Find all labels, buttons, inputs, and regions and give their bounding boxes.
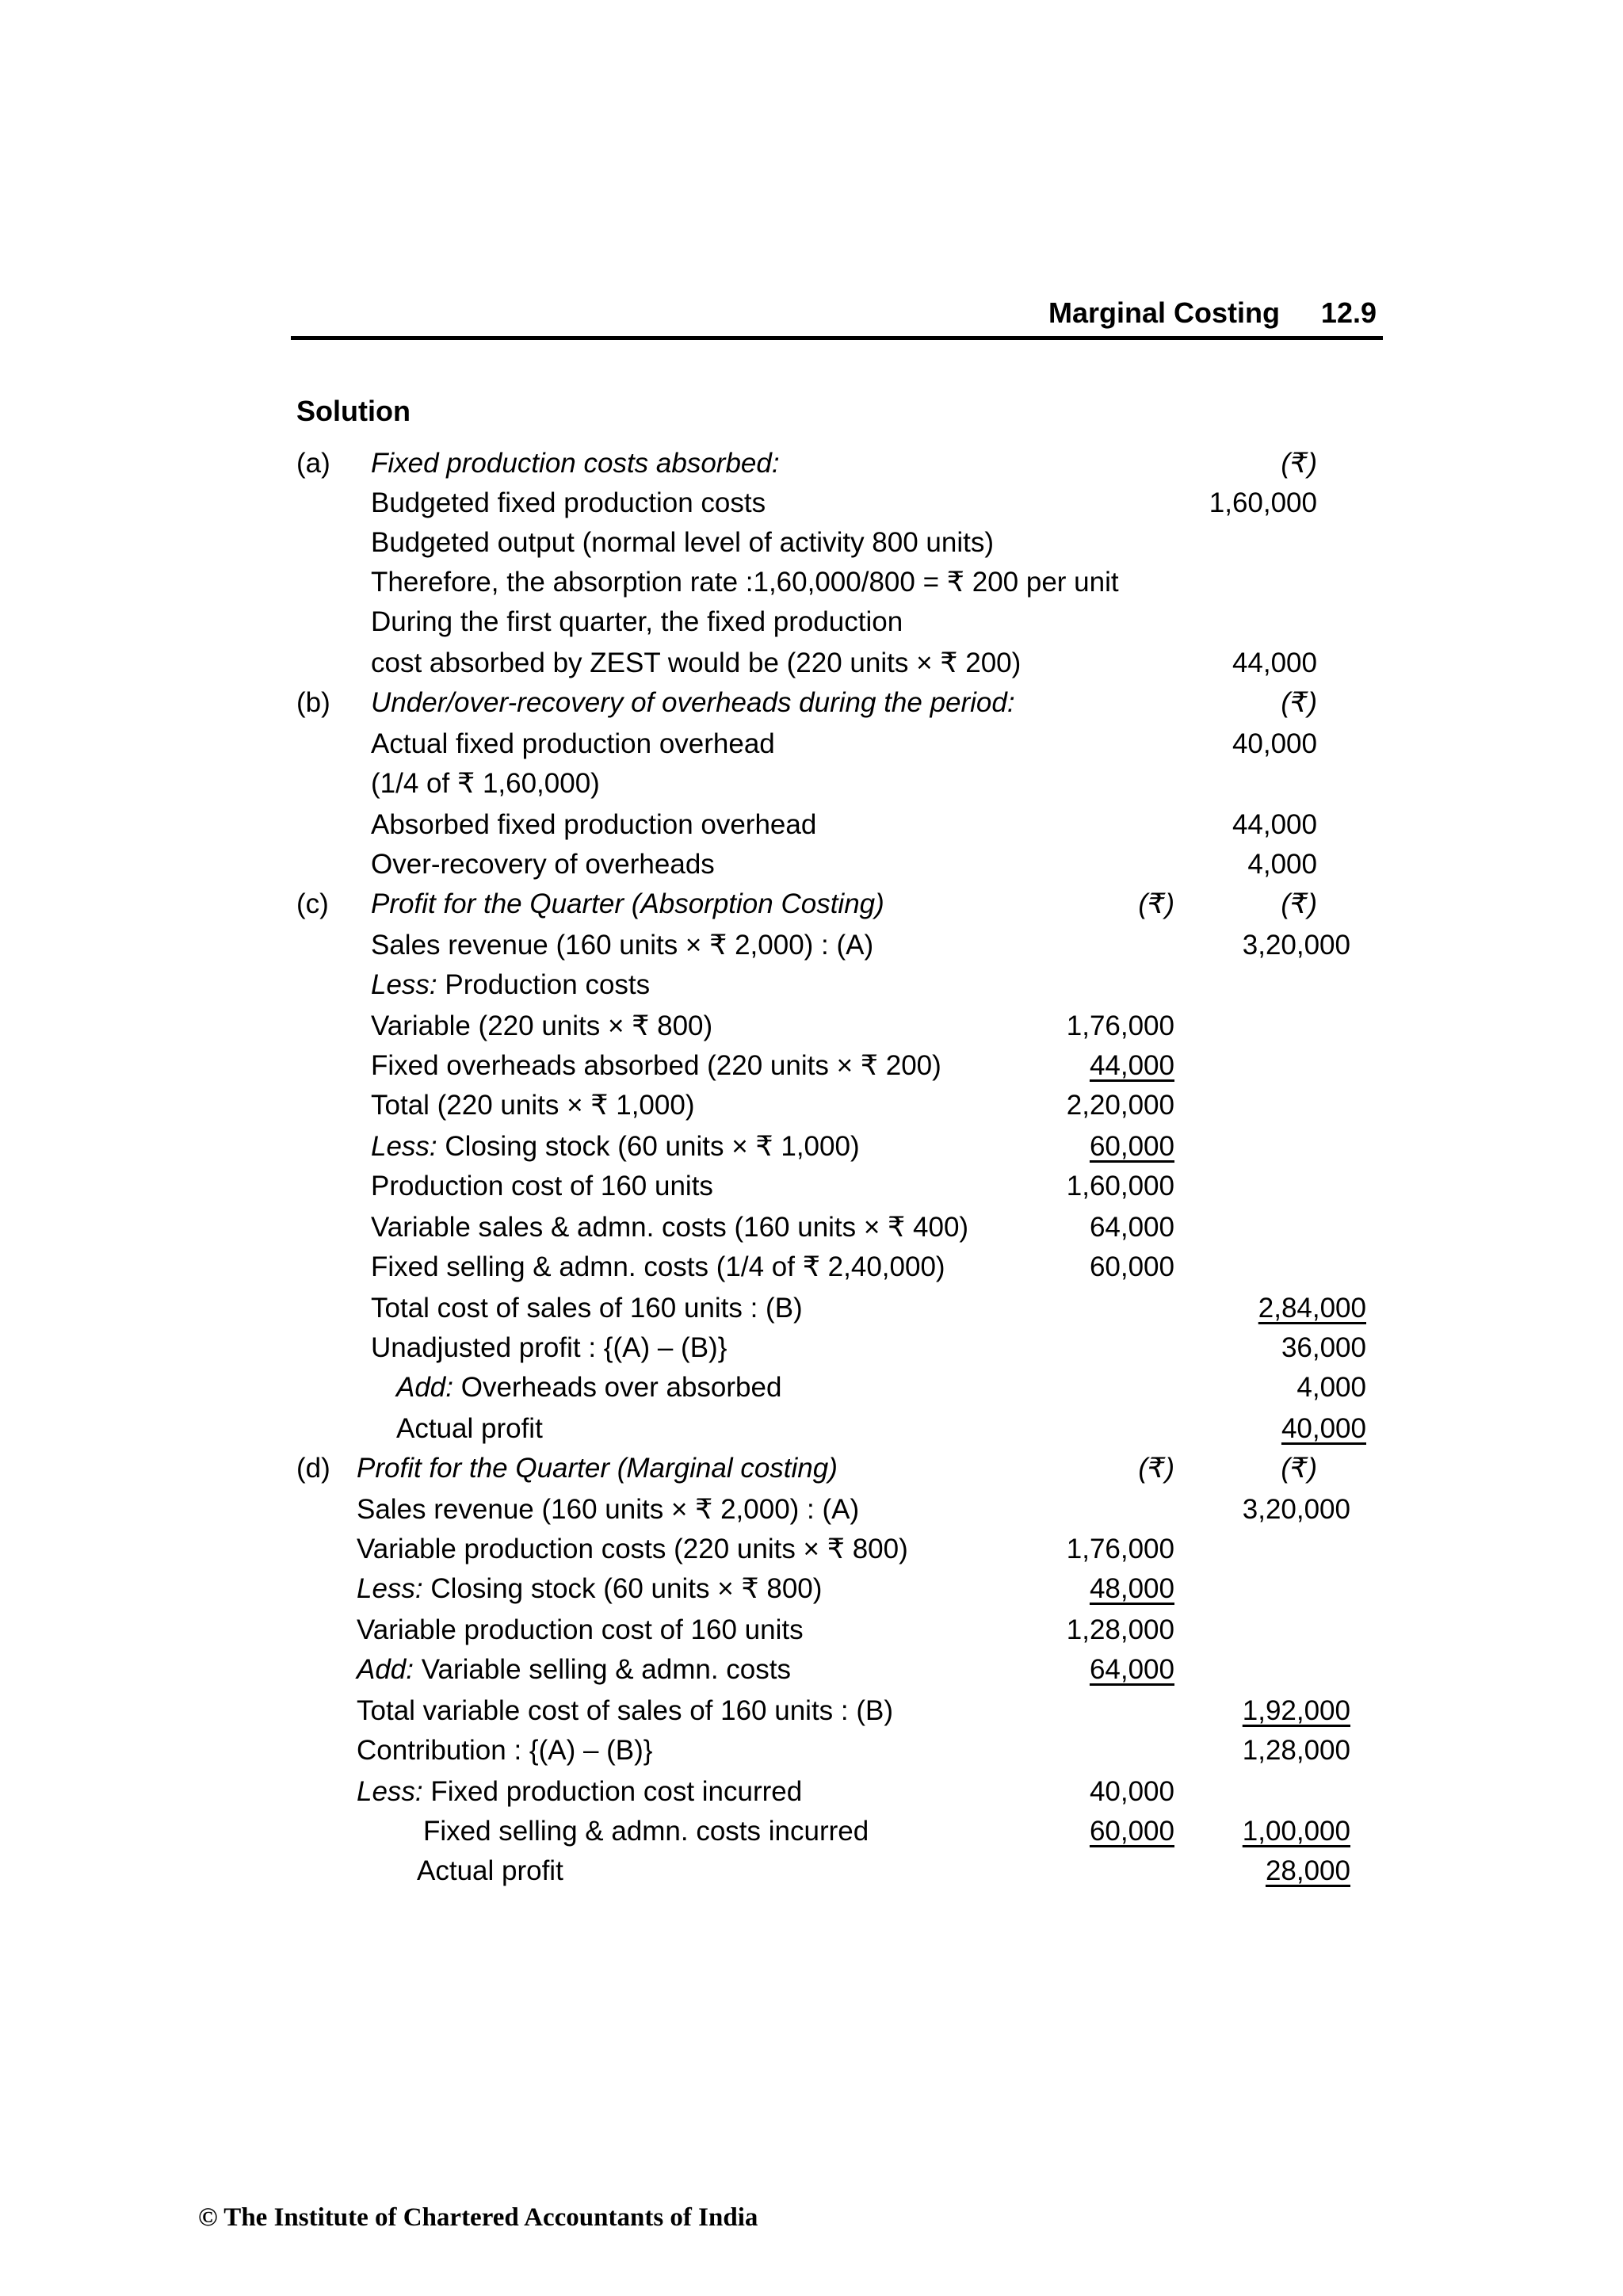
section-b-line: Absorbed fixed production overhead: [371, 809, 817, 840]
section-c-heading: Profit for the Quarter (Absorption Costing): [371, 888, 884, 919]
section-d-col1: 40,000: [1089, 1776, 1174, 1807]
underlined-value: 28,000: [1265, 1855, 1350, 1886]
section-d-col1: [1046, 1569, 1174, 1609]
section-c-row: Fixed overheads absorbed (220 units × ₹ 200): [371, 1050, 941, 1081]
section-a-line: Therefore, the absorption rate :1,60,000/800 = ₹ 200 per unit: [371, 567, 1119, 598]
section-d-row: Variable production costs (220 units × ₹ 800): [357, 1534, 908, 1564]
section-c-row: Total cost of sales of 160 units : (B): [371, 1293, 803, 1324]
section-d-col2: [1220, 1851, 1350, 1891]
row-text: Closing stock (60 units × ₹ 800): [430, 1573, 823, 1604]
section-c-col2: 3,20,000: [1242, 930, 1350, 961]
section-d-col1: [1046, 1650, 1174, 1690]
section-b-value: 40,000: [1232, 728, 1317, 759]
section-d-col1: [1046, 1812, 1174, 1851]
section-c-row: [371, 1127, 860, 1167]
add-prefix: Add:: [396, 1372, 453, 1403]
section-c-col1: [1046, 1046, 1174, 1086]
section-c-row: Variable (220 units × ₹ 800): [371, 1010, 713, 1041]
section-d-col2: [1220, 1691, 1350, 1731]
underlined-value: 2,84,000: [1258, 1293, 1366, 1324]
section-d-row: Sales revenue (160 units × ₹ 2,000) : (A): [357, 1494, 860, 1525]
section-b-value: 44,000: [1232, 809, 1317, 840]
page-header: [291, 293, 1383, 340]
underlined-value: 60,000: [1089, 1131, 1174, 1162]
section-a-label: (a): [296, 448, 330, 479]
row-text: Production costs: [445, 969, 651, 1000]
section-c-col1: 2,20,000: [1066, 1090, 1174, 1121]
row-text: Closing stock (60 units × ₹ 1,000): [445, 1131, 860, 1162]
underlined-value: 40,000: [1281, 1413, 1366, 1444]
section-c-col1: 1,76,000: [1066, 1010, 1174, 1041]
row-text: Fixed production cost incurred: [430, 1776, 803, 1807]
less-prefix: Less:: [357, 1573, 423, 1604]
underlined-value: 48,000: [1089, 1573, 1174, 1604]
section-c-col1: 60,000: [1089, 1251, 1174, 1282]
section-a-line: cost absorbed by ZEST would be (220 units × ₹ 200): [371, 648, 1022, 678]
section-b-line: Actual fixed production overhead: [371, 728, 775, 759]
section-d-col2: 3,20,000: [1242, 1494, 1350, 1525]
page-number: 12.9: [1320, 296, 1377, 329]
copyright-footer: © The Institute of Chartered Accountants of India: [198, 2203, 758, 2232]
section-c-col2: 4,000: [1296, 1372, 1366, 1403]
underlined-value: 60,000: [1089, 1816, 1174, 1847]
section-a-heading: Fixed production costs absorbed:: [371, 448, 780, 479]
section-c-row: [371, 965, 650, 1005]
section-c-row: Production cost of 160 units: [371, 1171, 713, 1201]
section-c-col1: [1046, 1127, 1174, 1167]
section-c-row: Variable sales & admn. costs (160 units × ₹ 400): [371, 1212, 969, 1243]
section-b-line: Over-recovery of overheads: [371, 849, 715, 880]
section-c-col1: 1,60,000: [1066, 1171, 1174, 1201]
section-d-currency-col2: (₹): [1281, 1453, 1317, 1484]
section-d-row: [357, 1569, 822, 1609]
section-d-row: Contribution : {(A) – (B)}: [357, 1735, 653, 1766]
section-d-currency-col1: (₹): [1138, 1453, 1174, 1484]
section-d-col2: 1,28,000: [1242, 1735, 1350, 1766]
section-d-heading: Profit for the Quarter (Marginal costing): [357, 1453, 838, 1484]
section-a-value: 1,60,000: [1209, 487, 1317, 518]
underlined-value: 44,000: [1089, 1050, 1174, 1081]
section-d-col1: 1,28,000: [1066, 1614, 1174, 1645]
section-b-heading: Under/over-recovery of overheads during the period:: [371, 687, 1015, 718]
less-prefix: Less:: [371, 969, 437, 1000]
section-c-row: Unadjusted profit : {(A) – (B)}: [371, 1332, 727, 1363]
section-d-col2: [1220, 1812, 1350, 1851]
section-c-label: (c): [296, 888, 329, 919]
section-a-line: Budgeted output (normal level of activity 800 units): [371, 527, 994, 558]
add-prefix: Add:: [357, 1654, 414, 1685]
section-c-row: [396, 1368, 781, 1408]
section-c-currency-col2: (₹): [1281, 888, 1317, 919]
section-c-col2: [1236, 1409, 1366, 1449]
section-d-label: (d): [296, 1453, 330, 1484]
section-b-line: (1/4 of ₹ 1,60,000): [371, 768, 600, 799]
section-a-currency: (₹): [1281, 448, 1317, 479]
section-b-label: (b): [296, 687, 330, 718]
section-a-line: During the first quarter, the fixed production: [371, 606, 903, 637]
section-a-line: Budgeted fixed production costs: [371, 487, 766, 518]
section-c-col1: 64,000: [1089, 1212, 1174, 1243]
section-c-row: Fixed selling & admn. costs (1/4 of ₹ 2,40,000): [371, 1251, 945, 1282]
less-prefix: Less:: [371, 1131, 437, 1162]
section-c-row: Total (220 units × ₹ 1,000): [371, 1090, 695, 1121]
section-b-currency: (₹): [1281, 687, 1317, 718]
section-d-col1: 1,76,000: [1066, 1534, 1174, 1564]
chapter-title: Marginal Costing: [1048, 296, 1280, 329]
section-d-row: Total variable cost of sales of 160 units : (B): [357, 1695, 893, 1726]
section-d-row: Actual profit: [417, 1855, 563, 1886]
section-d-row: [357, 1650, 791, 1690]
underlined-value: 1,92,000: [1242, 1695, 1350, 1726]
section-c-row: Actual profit: [396, 1413, 543, 1444]
section-a-value: 44,000: [1232, 648, 1317, 678]
underlined-value: 1,00,000: [1242, 1816, 1350, 1847]
section-c-row: Sales revenue (160 units × ₹ 2,000) : (A): [371, 930, 874, 961]
underlined-value: 64,000: [1089, 1654, 1174, 1685]
less-prefix: Less:: [357, 1776, 423, 1807]
row-text: Variable selling & admn. costs: [421, 1654, 791, 1685]
section-d-row: Fixed selling & admn. costs incurred: [423, 1816, 869, 1847]
row-text: Overheads over absorbed: [460, 1372, 782, 1403]
solution-heading: Solution: [296, 395, 411, 427]
section-d-row: Variable production cost of 160 units: [357, 1614, 804, 1645]
section-c-col2: 36,000: [1281, 1332, 1366, 1363]
section-b-value: 4,000: [1247, 849, 1317, 880]
section-d-row: [357, 1772, 802, 1812]
section-c-currency-col1: (₹): [1138, 888, 1174, 919]
section-c-col2: [1236, 1289, 1366, 1328]
